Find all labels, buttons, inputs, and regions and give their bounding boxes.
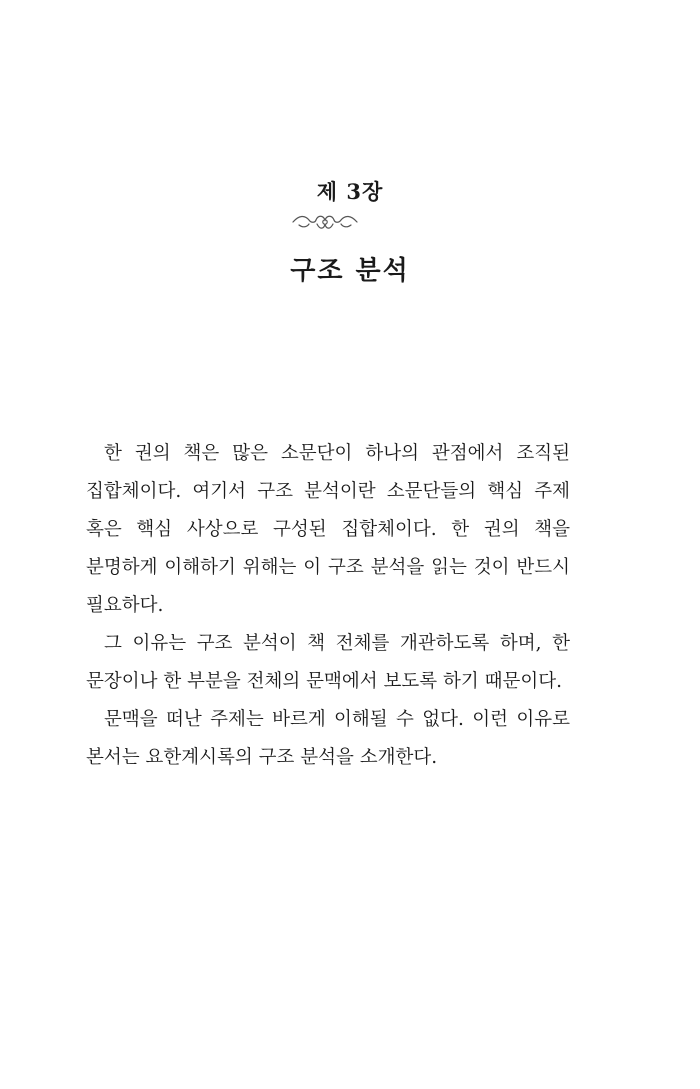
paragraph: 한 권의 책은 많은 소문단이 하나의 관점에서 조직된 집합체이다. 여기서 구조 분석이란 소문단들의 핵심 주제 혹은 핵심 사상으로 구성된 집합체이다. 한 권의 책을 분명하게 이해하기 위해는 이 구조 분석을 읽는 것이 반드시 필요하다. xyxy=(86,443,570,616)
chapter-title: 구조 분석 xyxy=(290,256,410,286)
paragraph: 문맥을 떠난 주제는 바르게 이해될 수 없다. 이런 이유로 본서는 요한계시록의 구조 분석을 소개한다. xyxy=(86,709,570,768)
chapter-number: 제 3장 xyxy=(316,179,384,204)
body-text xyxy=(86,435,570,777)
scroll-flourish-icon xyxy=(291,211,359,233)
paragraph: 그 이유는 구조 분석이 책 전체를 개관하도록 하며, 한 문장이나 한 부분을 전체의 문맥에서 보도록 하기 때문이다. xyxy=(86,633,570,692)
